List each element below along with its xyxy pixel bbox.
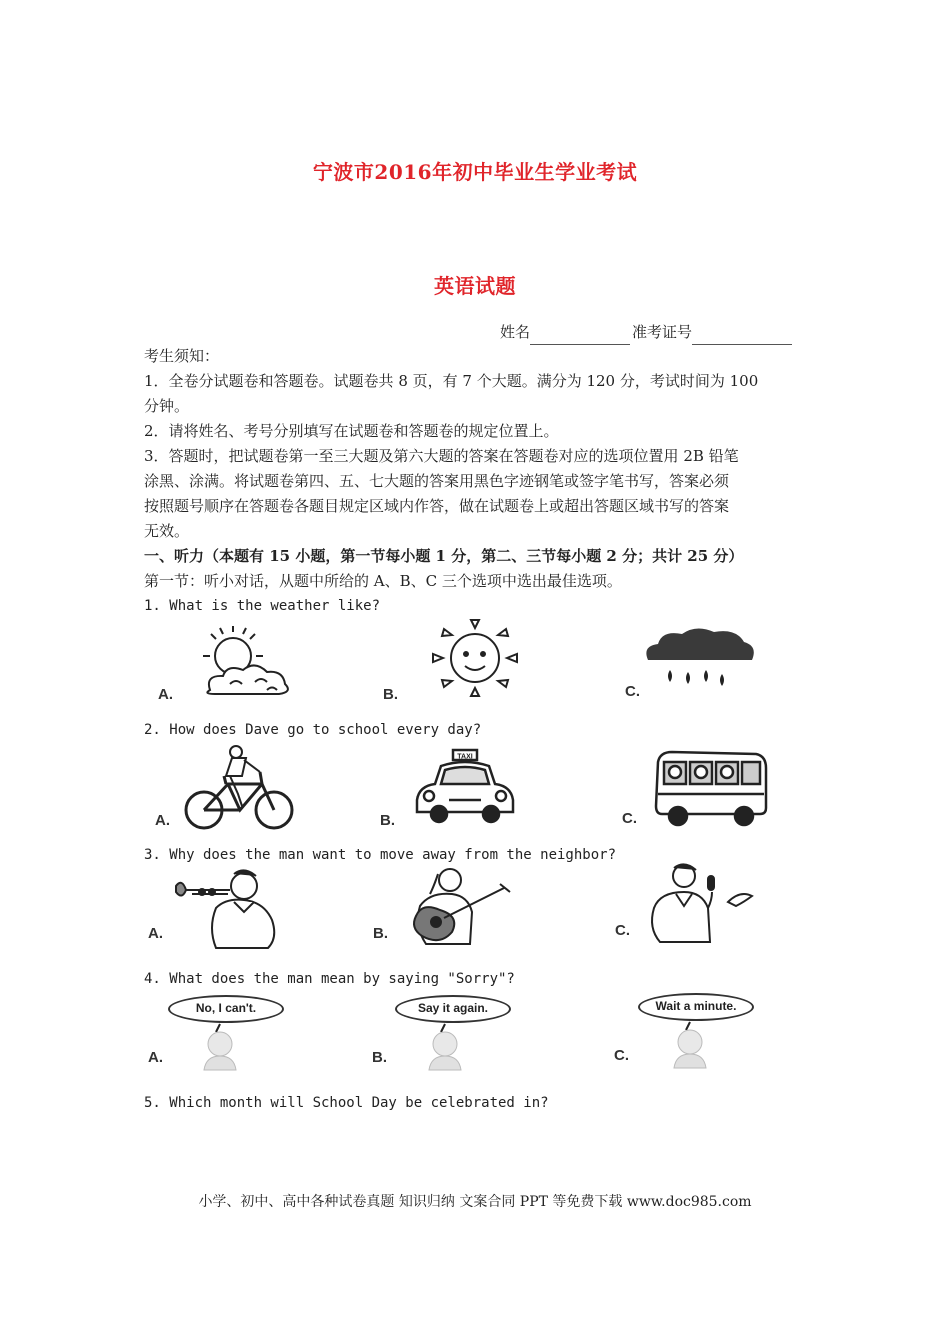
speaker-figure-b bbox=[415, 1022, 475, 1072]
notice-item-3-line-2: 涂黑、涂满。将试题卷第四、五、七大题的答案用黑色字迹钢笔或签字笔书写，答案必须 bbox=[144, 472, 730, 490]
q4-option-a-label[interactable]: A. bbox=[148, 1049, 163, 1066]
q1-option-a-label[interactable]: A. bbox=[158, 686, 173, 703]
part-1-instruction: 第一节：听小对话，从题中所给的 A、B、C 三个选项中选出最佳选项。 bbox=[144, 572, 622, 590]
notice-item-1-line-2: 分钟。 bbox=[144, 397, 190, 415]
q4-option-c-label[interactable]: C. bbox=[614, 1047, 629, 1064]
trumpet-player-picture bbox=[172, 868, 287, 950]
question-1: 1. What is the weather like? bbox=[144, 598, 381, 614]
sun-cloud-picture bbox=[175, 620, 305, 700]
q1-option-b-label[interactable]: B. bbox=[383, 686, 398, 703]
name-blank[interactable] bbox=[530, 328, 630, 345]
exam-subtitle: 英语试题 bbox=[434, 274, 516, 298]
speaker-figure-a bbox=[190, 1022, 250, 1072]
q3-option-b-label[interactable]: B. bbox=[373, 925, 388, 942]
school-bus-picture bbox=[648, 748, 773, 830]
notice-heading: 考生须知： bbox=[144, 347, 220, 365]
id-label: 准考证号 bbox=[632, 323, 693, 341]
taxi-picture bbox=[405, 748, 525, 828]
section-1-heading: 一、听力（本题有 15 小题，第一节每小题 1 分，第二、三节每小题 2 分；共计 25 分） bbox=[144, 547, 744, 565]
question-3: 3. Why does the man want to move away from the neighbor? bbox=[144, 847, 617, 863]
rain-cloud-picture bbox=[640, 624, 760, 694]
q3-option-c-label[interactable]: C. bbox=[615, 922, 630, 939]
page-footer: 小学、初中、高中各种试卷真题 知识归纳 文案合同 PPT 等免费下载 www.doc985.com bbox=[198, 1194, 752, 1210]
exam-title: 宁波市2016年初中毕业生学业考试 bbox=[312, 160, 638, 184]
q3-option-a-label[interactable]: A. bbox=[148, 925, 163, 942]
speech-bubble-a: No, I can't. bbox=[168, 995, 284, 1023]
guitar-player-picture bbox=[400, 866, 515, 950]
notice-item-3-line-4: 无效。 bbox=[144, 522, 190, 540]
id-blank[interactable] bbox=[692, 328, 792, 345]
singer-picture bbox=[640, 862, 760, 948]
speaker-figure-c bbox=[660, 1020, 720, 1070]
notice-item-1-line-1: 1．全卷分试题卷和答题卷。试题卷共 8 页，有 7 个大题。满分为 120 分，考试时间为 100 bbox=[144, 372, 759, 390]
q2-option-a-label[interactable]: A. bbox=[155, 812, 170, 829]
bicycle-picture bbox=[180, 744, 300, 834]
question-2: 2. How does Dave go to school every day? bbox=[144, 722, 482, 738]
notice-item-2: 2．请将姓名、考号分别填写在试题卷和答题卷的规定位置上。 bbox=[144, 422, 559, 440]
notice-item-3-line-1: 3．答题时，把试题卷第一至三大题及第六大题的答案在答题卷对应的选项位置用 2B 铅笔 bbox=[144, 447, 739, 465]
smiling-sun-picture bbox=[405, 618, 545, 698]
notice-item-3-line-3: 按照题号顺序在答题卷各题目规定区域内作答，做在试题卷上或超出答题区域书写的答案 bbox=[144, 497, 730, 515]
taxi-sign: TAXI bbox=[457, 753, 473, 761]
question-4: 4. What does the man mean by saying "Sorry"? bbox=[144, 971, 515, 987]
name-label: 姓名 bbox=[500, 323, 531, 341]
q2-option-b-label[interactable]: B. bbox=[380, 812, 395, 829]
question-5: 5. Which month will School Day be celebrated in? bbox=[144, 1095, 549, 1111]
q2-option-c-label[interactable]: C. bbox=[622, 810, 637, 827]
q1-option-c-label[interactable]: C. bbox=[625, 683, 640, 700]
speech-bubble-b: Say it again. bbox=[395, 995, 511, 1023]
q4-option-b-label[interactable]: B. bbox=[372, 1049, 387, 1066]
speech-bubble-c: Wait a minute. bbox=[638, 993, 754, 1021]
candidate-info-line bbox=[500, 320, 820, 345]
